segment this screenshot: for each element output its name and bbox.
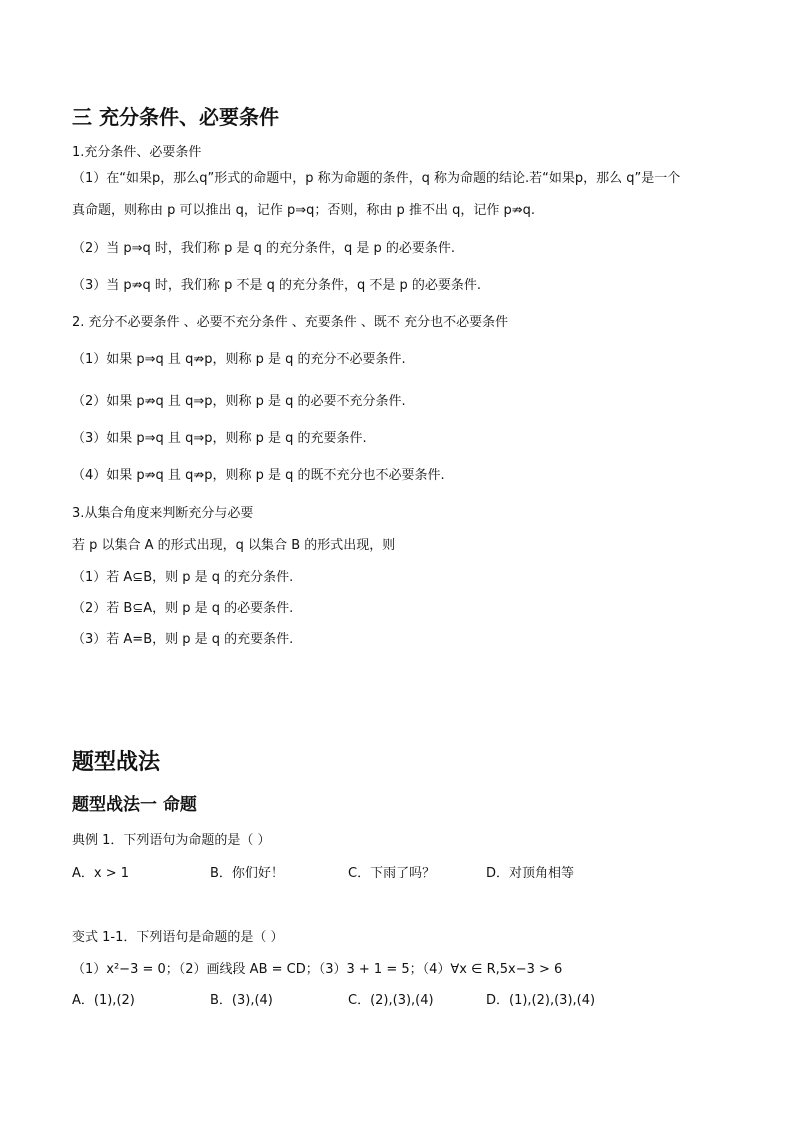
part3-intro: 若 p 以集合 A 的形式出现，q 以集合 B 的形式出现，则	[72, 538, 396, 553]
part2-item-3: （3）如果 p⇒q 且 q⇒p，则称 p 是 q 的充要条件.	[72, 431, 367, 446]
part1-para1-line1: （1）在“如果p，那么q”形式的命题中，p 称为命题的条件，q 称为命题的结论.若“如果p，那么 q”是一个	[72, 171, 681, 186]
variant1-question: 变式 1-1．下列语句是命题的是（ ）	[72, 930, 284, 945]
part1-para1-line2: 真命题，则称由 p 可以推出 q，记作 p⇒q；否则，称由 p 推不出 q，记作 p⇏q.	[72, 203, 535, 218]
part1-heading: 1.充分条件、必要条件	[72, 145, 202, 160]
part2-heading: 2. 充分不必要条件 、必要不充分条件 、充要条件 、既不 充分也不必要条件	[72, 315, 509, 330]
part2-item-4: （4）如果 p⇏q 且 q⇏p，则称 p 是 q 的既不充分也不必要条件.	[72, 468, 445, 483]
variant1-option-d: D．(1),(2),(3),(4)	[486, 993, 596, 1008]
part2-item-1: （1）如果 p⇒q 且 q⇏p，则称 p 是 q 的充分不必要条件.	[72, 352, 406, 367]
part3-item-2: （2）若 B⊆A，则 p 是 q 的必要条件.	[72, 601, 294, 616]
part1-para2: （2）当 p⇒q 时，我们称 p 是 q 的充分条件，q 是 p 的必要条件.	[72, 241, 455, 256]
tactics-title: 题型战法	[72, 750, 161, 775]
variant1-option-a: A．(1),(2)	[72, 993, 135, 1008]
tactic1-title: 题型战法一 命题	[72, 795, 197, 815]
variant1-option-b: B．(3),(4)	[210, 993, 273, 1008]
part3-item-3: （3）若 A=B，则 p 是 q 的充要条件.	[72, 632, 294, 647]
part3-item-1: （1）若 A⊆B，则 p 是 q 的充分条件.	[72, 570, 294, 585]
example1-option-d: D．对顶角相等	[486, 866, 575, 881]
part3-heading: 3.从集合角度来判断充分与必要	[72, 506, 254, 521]
part2-item-2: （2）如果 p⇏q 且 q⇒p，则称 p 是 q 的必要不充分条件.	[72, 394, 406, 409]
variant1-statements: （1）x²−3 = 0；（2）画线段 AB = CD；（3）3 + 1 = 5；（4）∀x ∈ R,5x−3 > 6	[72, 962, 563, 977]
example1-option-b: B．你们好！	[210, 866, 284, 881]
example1-question: 典例 1．下列语句为命题的是（ ）	[72, 833, 271, 848]
part1-para3: （3）当 p⇏q 时，我们称 p 不是 q 的充分条件，q 不是 p 的必要条件.	[72, 278, 481, 293]
variant1-option-c: C．(2),(3),(4)	[348, 993, 434, 1008]
example1-option-c: C．下雨了吗？	[348, 866, 436, 881]
section-title: 三 充分条件、必要条件	[72, 105, 279, 129]
example1-option-a: A．x > 1	[72, 866, 130, 881]
